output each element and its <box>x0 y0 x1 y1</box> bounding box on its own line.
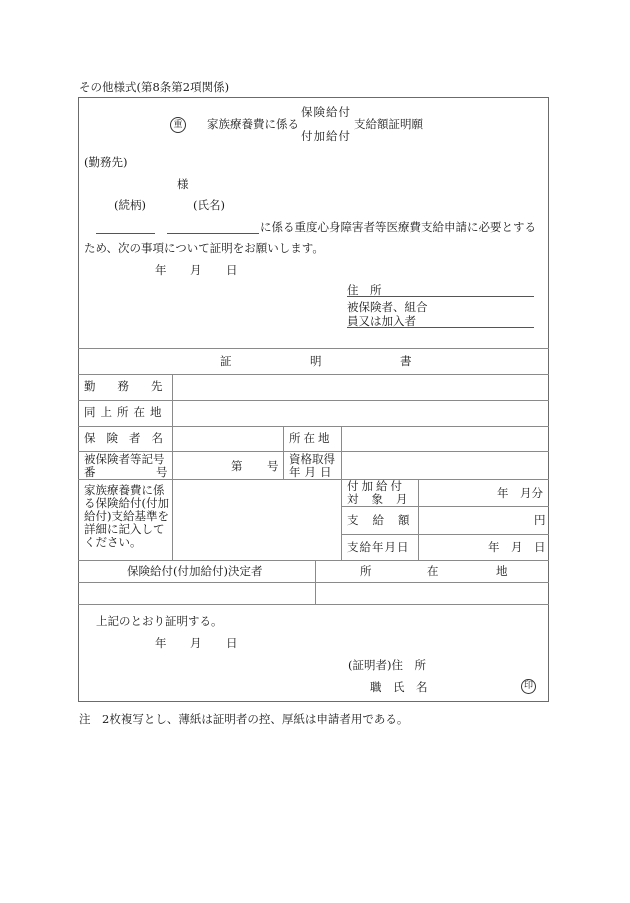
insurer-name-row-label: 保険者名 <box>84 431 174 445</box>
title-prefix: 家族療養費に係る <box>207 117 299 131</box>
row-divider <box>341 506 549 507</box>
row-divider <box>78 560 549 561</box>
title-option-insurance-benefit: 保険給付 <box>301 105 351 119</box>
relation-input-line[interactable] <box>96 233 155 234</box>
certificate-heading-char-2: 明 <box>310 354 322 368</box>
qualification-date-field[interactable] <box>343 453 548 478</box>
footnote: 注 2枚複写とし、薄紙は証明者の控、厚紙は申請者用である。 <box>79 712 409 726</box>
insurer-address-field[interactable] <box>343 428 548 450</box>
certificate-heading-char-3: 書 <box>400 354 412 368</box>
insured-number-label-line2b: 号 <box>156 465 168 479</box>
row-divider <box>78 582 549 583</box>
target-month-value[interactable]: 年 月分 <box>497 486 543 500</box>
certify-date-day: 日 <box>226 636 238 650</box>
row-divider <box>78 479 549 480</box>
column-divider <box>315 560 316 604</box>
column-divider <box>283 426 284 479</box>
request-date-day: 日 <box>226 263 238 277</box>
insured-number-go: 号 <box>267 459 279 473</box>
workplace-address-field[interactable] <box>174 402 548 424</box>
row-divider <box>78 426 549 427</box>
insured-number-label-line1: 被保険者等記号 <box>84 452 165 466</box>
insurer-name-field[interactable] <box>174 428 282 450</box>
decider-header: 保険給付(付加給付)決定者 <box>127 564 263 578</box>
relation-label: (続柄) <box>114 198 146 212</box>
target-month-label-line2: 対象月 <box>347 492 421 506</box>
column-divider <box>172 374 173 560</box>
seal-icon: 印 <box>521 679 536 694</box>
applicant-name-line[interactable] <box>347 327 534 328</box>
workplace-field[interactable] <box>86 380 376 397</box>
insured-number-dai: 第 <box>231 459 243 473</box>
name-input-line[interactable] <box>167 233 259 234</box>
payment-date-label: 支給年月日 <box>347 540 410 554</box>
decider-address-field[interactable] <box>317 584 548 603</box>
certificate-heading-char-1: 証 <box>220 354 232 368</box>
decider-address-char-1: 所 <box>360 564 372 578</box>
name-label: (氏名) <box>193 198 225 212</box>
decider-address-char-3: 地 <box>496 564 508 578</box>
title-suffix: 支給額証明願 <box>354 117 423 131</box>
request-body-line2: ため、次の事項について証明をお願いします。 <box>84 241 324 255</box>
column-divider <box>341 426 342 560</box>
certify-date-year: 年 <box>155 636 167 650</box>
row-divider <box>78 374 549 375</box>
title-option-additional-benefit: 付加給付 <box>301 129 351 143</box>
workplace-address-row-label: 同上所在地 <box>84 405 167 419</box>
workplace-row-label: 勤務先 <box>84 379 185 393</box>
target-month-label-line1: 付加給付 <box>347 479 405 493</box>
request-date-year: 年 <box>155 263 167 277</box>
qualification-date-label-line1: 資格取得 <box>289 452 335 466</box>
qualification-date-label-line2: 年月日 <box>289 465 336 479</box>
criteria-field[interactable] <box>174 481 340 559</box>
certifier-address-label: (証明者)住 所 <box>348 658 426 672</box>
workplace-label: (勤務先) <box>84 155 128 169</box>
row-divider <box>341 534 549 535</box>
applicant-label-line1: 被保険者、組合 <box>347 300 428 314</box>
request-date-month: 月 <box>190 263 202 277</box>
sama-label: 様 <box>177 177 189 191</box>
insurer-address-label: 所在地 <box>289 431 333 445</box>
certify-text: 上記のとおり証明する。 <box>96 614 223 628</box>
applicant-address-label: 住 所 <box>347 283 382 297</box>
circled-character-icon: 重 <box>170 117 186 133</box>
certify-date-month: 月 <box>190 636 202 650</box>
amount-unit[interactable]: 円 <box>534 513 546 527</box>
certifier-name-label: 職 氏 名 <box>370 680 428 694</box>
section-divider <box>78 348 549 349</box>
decider-name-field[interactable] <box>80 584 314 603</box>
insured-number-label-line2a: 番 <box>84 465 96 479</box>
amount-label: 支給額 <box>347 513 424 527</box>
applicant-address-line[interactable] <box>347 296 534 297</box>
decider-address-char-2: 在 <box>427 564 439 578</box>
applicant-label-line2: 員又は加入者 <box>347 314 416 328</box>
row-divider <box>78 604 549 605</box>
row-divider <box>78 400 549 401</box>
form-caption: その他様式(第8条第2項関係) <box>79 80 230 94</box>
criteria-label: 家族療養費に係る保険給付(付加給付)支給基準を詳細に記入してください。 <box>84 483 169 549</box>
request-body-line1: に係る重度心身障害者等医療費支給申請に必要とする <box>260 220 536 234</box>
payment-date-value[interactable]: 年 月 日 <box>488 540 546 554</box>
